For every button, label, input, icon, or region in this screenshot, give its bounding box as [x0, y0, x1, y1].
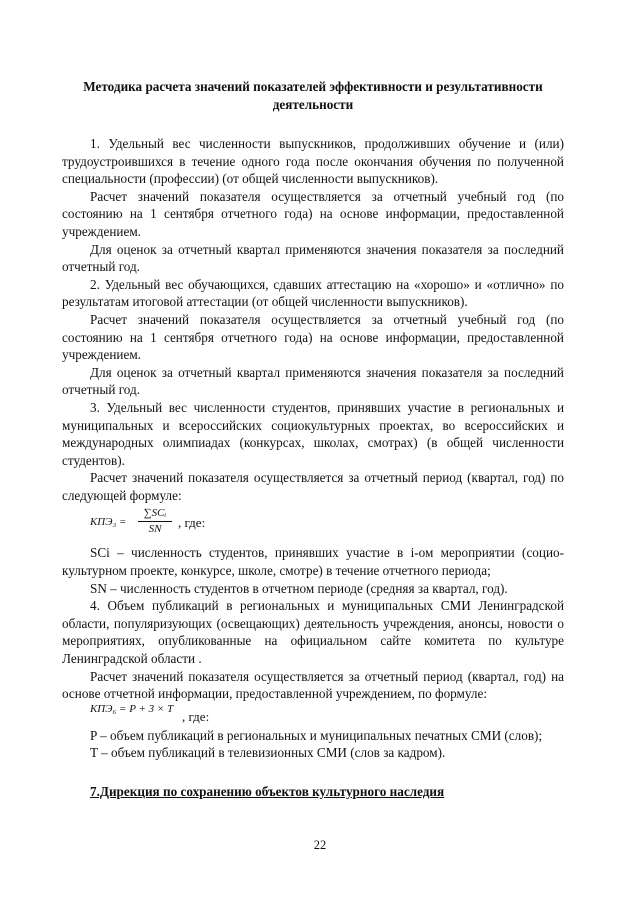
paragraph-10: SN – численность студентов в отчетном периоде (средняя за квартал, год). [90, 580, 508, 596]
paragraph-3: Для оценок за отчетный квартал применяются значения показателя за последний отчетный год. [62, 241, 564, 275]
paragraph-14: T – объем публикаций в телевизионных СМИ (слов за кадром). [90, 745, 446, 761]
formula-kpe3-denominator: SN [148, 523, 162, 536]
formula-kpe6 [90, 703, 564, 725]
paragraph-2: Расчет значений показателя осуществляется за отчетный учебный год (по состоянию на 1 сентября отчетного года) на основе информации, предоставленной учреждением. [62, 188, 564, 239]
document-page [62, 78, 564, 800]
paragraph-4: 2. Удельный вес обучающихся, сдавших аттестацию на «хорошо» и «отлично» по результатам итоговой аттестации (от общей численности выпускников). [62, 276, 564, 310]
paragraph-13: P – объем публикаций в региональных и муниципальных печатных СМИ (слов); [90, 727, 543, 743]
formula-kpe3-numerator: ∑SCᵢ [138, 506, 172, 522]
paragraph-9: SCi – численность студентов, принявших участие в i-ом мероприятии (социо-культурном проекте, конкурсе, школе, смотре) в течение отчетного периода; [62, 545, 564, 579]
paragraph-7: 3. Удельный вес численности студентов, принявших участие в региональных и муниципальных и всероссийских социокультурных проектах, во всероссийских и международных олимпиадах (конкурсах, школах, смотрах) (в общей численности студентов). [62, 399, 564, 468]
paragraph-6: Для оценок за отчетный квартал применяются значения показателя за последний отчетный год. [62, 364, 564, 398]
section-heading: 7.Дирекция по сохранению объектов культурного наследия [90, 784, 445, 799]
formula-kpe6-tail: , где: [182, 708, 210, 724]
formula-kpe3-fraction [138, 506, 172, 536]
paragraph-11: 4. Объем публикаций в региональных и муниципальных СМИ Ленинградской области, популяризующих (освещающих) деятельность учреждения, анонсы, новости о мероприятиях, опубликованные на официальном сайте комитета по культуре Ленинградской области . [62, 598, 564, 667]
paragraph-1: 1. Удельный вес численности выпускников, продолживших обучение и (или) трудоустроившихся в течение одного года после окончания обучения по полученной специальности (профессии) (от общей численности выпускников). [62, 136, 564, 187]
formula-kpe3-lhs: КПЭ₃ = [90, 516, 127, 529]
paragraph-8: Расчет значений показателя осуществляется за отчетный период (квартал, год) по следующей формуле: [62, 470, 564, 503]
formula-kpe3 [90, 506, 564, 540]
formula-kpe6-expression: КПЭ₆ = P + 3 × T [90, 702, 174, 715]
page-number: 22 [313, 838, 327, 852]
paragraph-5: Расчет значений показателя осуществляется за отчетный учебный год (по состоянию на 1 сентября отчетного года) на основе информации, предоставленной учреждением. [62, 311, 564, 363]
formula-kpe3-tail: , где: [178, 515, 206, 531]
page-title: Методика расчета значений показателей эффективности и результативности деятельности [83, 79, 543, 112]
paragraph-12: Расчет значений показателя осуществляется за отчетный период (квартал, год) на основе отчетной информации, предоставленной учреждением, по формуле: [62, 668, 564, 702]
